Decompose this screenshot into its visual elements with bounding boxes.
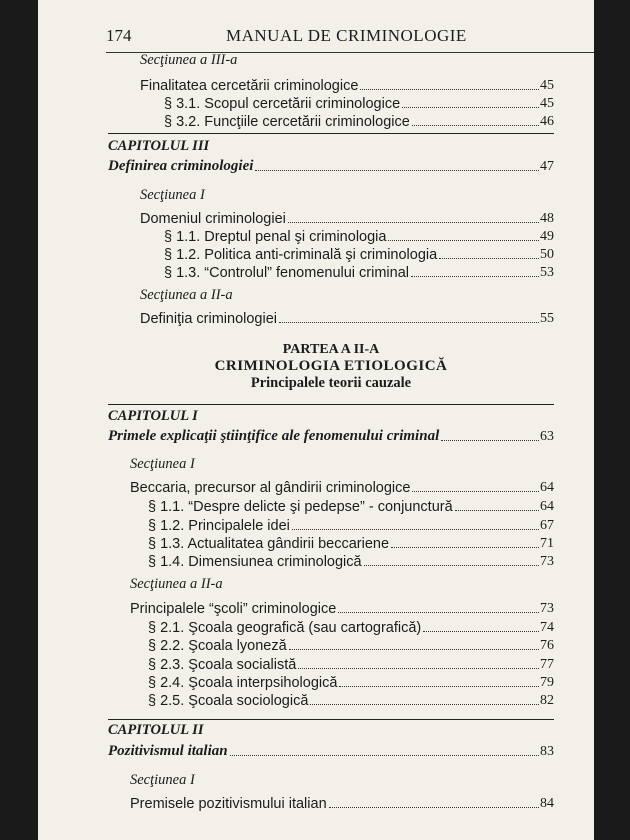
- chapter-rule: [108, 133, 554, 134]
- toc-subentry[interactable]: [164, 243, 554, 263]
- toc-entry-page: 48: [540, 211, 554, 226]
- toc-entry-text: § 2.3. Şcoala socialistă: [148, 657, 297, 673]
- toc-entry-page: 46: [540, 114, 554, 129]
- chapter-heading: CAPITOLUL II: [108, 722, 204, 738]
- toc-entry-page: 53: [540, 265, 554, 280]
- toc-subentry[interactable]: [148, 495, 554, 515]
- toc-entry-text: Premisele pozitivismului italian: [130, 796, 327, 812]
- page-number: 174: [106, 26, 132, 45]
- toc-entry-page: 77: [540, 657, 554, 672]
- toc-chapter-entry[interactable]: [108, 425, 554, 445]
- toc-entry-page: 71: [540, 536, 554, 551]
- toc-entry-page: 82: [540, 693, 554, 708]
- section-heading: Secţiunea I: [130, 772, 195, 788]
- toc-entry-page: 50: [540, 247, 554, 262]
- toc-entry-text: Pozitivismul italian: [108, 743, 228, 759]
- toc-entry-page: 74: [540, 620, 554, 635]
- toc-entry-text: Principalele “şcoli” criminologice: [130, 601, 337, 617]
- toc-subentry[interactable]: [148, 514, 554, 534]
- toc-entry-text: § 1.4. Dimensiunea criminologică: [148, 554, 362, 570]
- toc-entry-text: Primele explicaţii ştiinţifice ale fenomenului criminal: [108, 428, 440, 444]
- toc-entry[interactable]: [140, 207, 554, 227]
- part-title: CRIMINOLOGIA ETIOLOGICĂ: [214, 358, 448, 374]
- toc-entry-text: § 1.3. “Controlul” fenomenului criminal: [164, 265, 409, 281]
- toc-entry-text: § 1.1. Dreptul penal şi criminologia: [164, 229, 387, 245]
- running-title: MANUAL DE CRIMINOLOGIE: [226, 26, 467, 45]
- toc-entry-text: § 3.1. Scopul cercetării criminologice: [164, 96, 401, 112]
- toc-subentry[interactable]: [148, 550, 554, 570]
- toc-subentry[interactable]: [164, 225, 554, 245]
- toc-entry[interactable]: [140, 307, 554, 327]
- toc-entry-text: Domeniul criminologiei: [140, 211, 286, 227]
- toc-entry-page: 79: [540, 675, 554, 690]
- section-heading: Secţiunea I: [130, 456, 195, 472]
- toc-entry[interactable]: [140, 74, 554, 94]
- toc-subentry[interactable]: [148, 532, 554, 552]
- toc-entry-page: 76: [540, 638, 554, 653]
- toc-subentry[interactable]: [148, 616, 554, 636]
- toc-entry-page: 73: [540, 554, 554, 569]
- toc-subentry[interactable]: [148, 653, 554, 673]
- toc-entry-page: 64: [540, 480, 554, 495]
- chapter-heading: CAPITOLUL I: [108, 408, 198, 424]
- part-subtitle: Principalele teorii cauzale: [250, 375, 412, 391]
- toc-entry[interactable]: [130, 597, 554, 617]
- section-heading: Secţiunea a II-a: [130, 576, 223, 592]
- book-page: [38, 0, 594, 840]
- toc-entry-text: Finalitatea cercetării criminologice: [140, 78, 359, 94]
- section-heading: Secţiunea a II-a: [140, 287, 233, 303]
- toc-entry-text: § 2.1. Şcoala geografică (sau cartografică): [148, 620, 422, 636]
- toc-entry-text: § 2.4. Şcoala interpsihologică: [148, 675, 338, 691]
- section-heading: Secţiunea a III-a: [140, 52, 238, 68]
- toc-entry-page: 49: [540, 229, 554, 244]
- toc-entry-page: 47: [540, 159, 554, 174]
- toc-entry-page: 45: [540, 78, 554, 93]
- toc-entry-page: 73: [540, 601, 554, 616]
- part-heading: PARTEA A II-A: [282, 342, 380, 357]
- chapter-rule: [108, 719, 554, 720]
- section-heading: Secţiunea I: [140, 187, 205, 203]
- toc-entry-page: 55: [540, 311, 554, 326]
- toc-subentry[interactable]: [148, 634, 554, 654]
- toc-entry-page: 64: [540, 499, 554, 514]
- toc-subentry[interactable]: [164, 261, 554, 281]
- toc-subentry[interactable]: [164, 92, 554, 112]
- toc-entry-text: Definiţia criminologiei: [140, 311, 277, 327]
- chapter-rule: [108, 404, 554, 405]
- toc-subentry[interactable]: [148, 689, 554, 709]
- toc-entry-text: Beccaria, precursor al gândirii criminologice: [130, 480, 411, 496]
- toc-entry-text: Definirea criminologiei: [108, 158, 254, 174]
- chapter-heading: CAPITOLUL III: [108, 138, 210, 154]
- page-header: [106, 24, 594, 53]
- toc-entry-text: § 1.2. Principalele idei: [148, 518, 290, 534]
- toc-entry-text: § 1.2. Politica anti-criminală şi criminologia: [164, 247, 438, 263]
- toc-chapter-entry[interactable]: [108, 740, 554, 760]
- toc-entry-page: 83: [540, 744, 554, 759]
- toc-chapter-entry[interactable]: [108, 155, 554, 175]
- toc-entry-text: § 2.2. Şcoala lyoneză: [148, 638, 287, 654]
- toc-entry-text: § 1.1. “Despre delicte şi pedepse” - conjunctură: [148, 499, 453, 515]
- toc-subentry[interactable]: [148, 671, 554, 691]
- toc-entry[interactable]: [130, 476, 554, 496]
- toc-entry-text: § 2.5. Şcoala sociologică: [148, 693, 309, 709]
- toc-entry-page: 45: [540, 96, 554, 111]
- toc-entry-page: 84: [540, 796, 554, 811]
- toc-entry-page: 67: [540, 518, 554, 533]
- toc-subentry[interactable]: [164, 110, 554, 130]
- toc-entry-text: § 1.3. Actualitatea gândirii beccariene: [148, 536, 390, 552]
- toc-entry[interactable]: [130, 792, 554, 812]
- toc-entry-text: § 3.2. Funcţiile cercetării criminologice: [164, 114, 410, 130]
- toc-entry-page: 63: [540, 429, 554, 444]
